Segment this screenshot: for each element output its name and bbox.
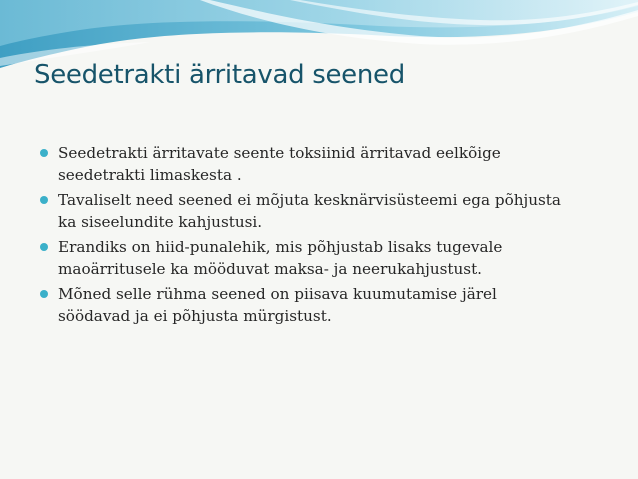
bullet-item [40,283,610,327]
bullet-list [40,142,610,330]
bullet-text-line-1: Mõned selle rühma seened on piisava kuumutamise järel [58,285,497,303]
bullet-dot-icon [40,243,48,251]
bullet-text-line-1: Tavaliselt need seened ei mõjuta kesknärvisüsteemi ega põhjusta [58,191,561,209]
bullet-text-line-1: Seedetrakti ärritavate seente toksiinid ärritavad eelkõige [58,144,501,162]
bullet-item [40,189,610,233]
bullet-dot-icon [40,290,48,298]
bullet-item [40,142,610,186]
bullet-dot-icon [40,149,48,157]
bullet-item [40,236,610,280]
bullet-text-line-2: seedetrakti limaskesta . [58,166,242,184]
slide-title: Seedetrakti ärritavad seened [34,60,405,90]
bullet-text-line-2: ka siseelundite kahjustusi. [58,213,263,231]
bullet-text-line-2: söödavad ja ei põhjusta mürgistust. [58,307,332,325]
bullet-text-line-2: maoärritusele ka mööduvat maksa- ja neerukahjustust. [58,260,483,278]
bullet-text-line-1: Erandiks on hiid-punalehik, mis põhjustab lisaks tugevale [58,238,503,256]
bullet-dot-icon [40,196,48,204]
